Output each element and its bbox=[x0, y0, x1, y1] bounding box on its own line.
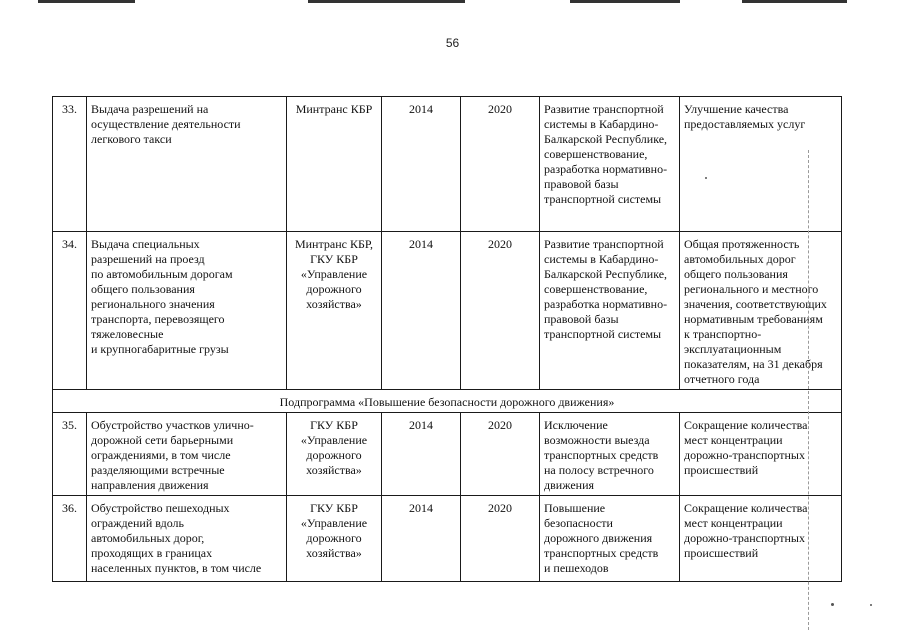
activity-cell: Обустройство участков улично- дорожной сети барьерными ограждениями, в том числе разделяющими встречные направления движения bbox=[87, 413, 287, 496]
row-number: 33. bbox=[53, 97, 87, 232]
scan-border-top-right bbox=[570, 0, 680, 3]
scan-speck bbox=[870, 604, 872, 606]
end-year-cell: 2020 bbox=[461, 413, 540, 496]
scan-speck bbox=[831, 603, 834, 606]
table-row bbox=[53, 496, 842, 582]
end-year-cell: 2020 bbox=[461, 97, 540, 232]
executor-cell: ГКУ КБР «Управление дорожного хозяйства» bbox=[287, 496, 382, 582]
row-number: 35. bbox=[53, 413, 87, 496]
result-cell: Сокращение количества мест концентрации дорожно-транспортных происшествий bbox=[680, 413, 842, 496]
table-row bbox=[53, 232, 842, 390]
scan-speck bbox=[705, 177, 707, 179]
activity-cell: Выдача разрешений на осуществление деятельности легкового такси bbox=[87, 97, 287, 232]
result-cell: Улучшение качества предоставляемых услуг bbox=[680, 97, 842, 232]
scan-border-top-far-right bbox=[742, 0, 847, 3]
executor-cell: ГКУ КБР «Управление дорожного хозяйства» bbox=[287, 413, 382, 496]
result-cell: Сокращение количества мест концентрации дорожно-транспортных происшествий bbox=[680, 496, 842, 582]
activity-cell: Выдача специальных разрешений на проезд по автомобильным дорогам общего пользования регионального значения транспорта, перевозящего тяжеловесные и крупногабаритные грузы bbox=[87, 232, 287, 390]
start-year-cell: 2014 bbox=[382, 232, 461, 390]
end-year-cell: 2020 bbox=[461, 496, 540, 582]
activity-cell: Обустройство пешеходных ограждений вдоль автомобильных дорог, проходящих в границах населенных пунктов, в том числе bbox=[87, 496, 287, 582]
result-cell: Общая протяженность автомобильных дорог общего пользования регионального и местного значения, соответствующих нормативным требованиям к транспортно- эксплуатационным показателям, на 31 декабря отчетного года bbox=[680, 232, 842, 390]
start-year-cell: 2014 bbox=[382, 496, 461, 582]
relation-cell: Исключение возможности выезда транспортных средств на полосу встречного движения bbox=[540, 413, 680, 496]
page-number: 56 bbox=[445, 36, 460, 50]
end-year-cell: 2020 bbox=[461, 232, 540, 390]
subprogram-title: Подпрограмма «Повышение безопасности дорожного движения» bbox=[53, 390, 842, 413]
executor-cell: Минтранс КБР, ГКУ КБР «Управление дорожного хозяйства» bbox=[287, 232, 382, 390]
start-year-cell: 2014 bbox=[382, 413, 461, 496]
program-activities-table bbox=[52, 96, 842, 582]
table-row bbox=[53, 413, 842, 496]
relation-cell: Повышение безопасности дорожного движения транспортных средств и пешеходов bbox=[540, 496, 680, 582]
relation-cell: Развитие транспортной системы в Кабардино- Балкарской Республике, совершенствование, разработка нормативно- правовой базы транспортной системы bbox=[540, 97, 680, 232]
section-row bbox=[53, 390, 842, 413]
row-number: 36. bbox=[53, 496, 87, 582]
start-year-cell: 2014 bbox=[382, 97, 461, 232]
executor-cell: Минтранс КБР bbox=[287, 97, 382, 232]
table-row bbox=[53, 97, 842, 232]
relation-cell: Развитие транспортной системы в Кабардино- Балкарской Республике, совершенствование, разработка нормативно- правовой базы транспортной системы bbox=[540, 232, 680, 390]
row-number: 34. bbox=[53, 232, 87, 390]
scan-fold-line bbox=[808, 150, 810, 630]
scan-border-top-left bbox=[38, 0, 135, 3]
scan-border-top-middle bbox=[308, 0, 465, 3]
